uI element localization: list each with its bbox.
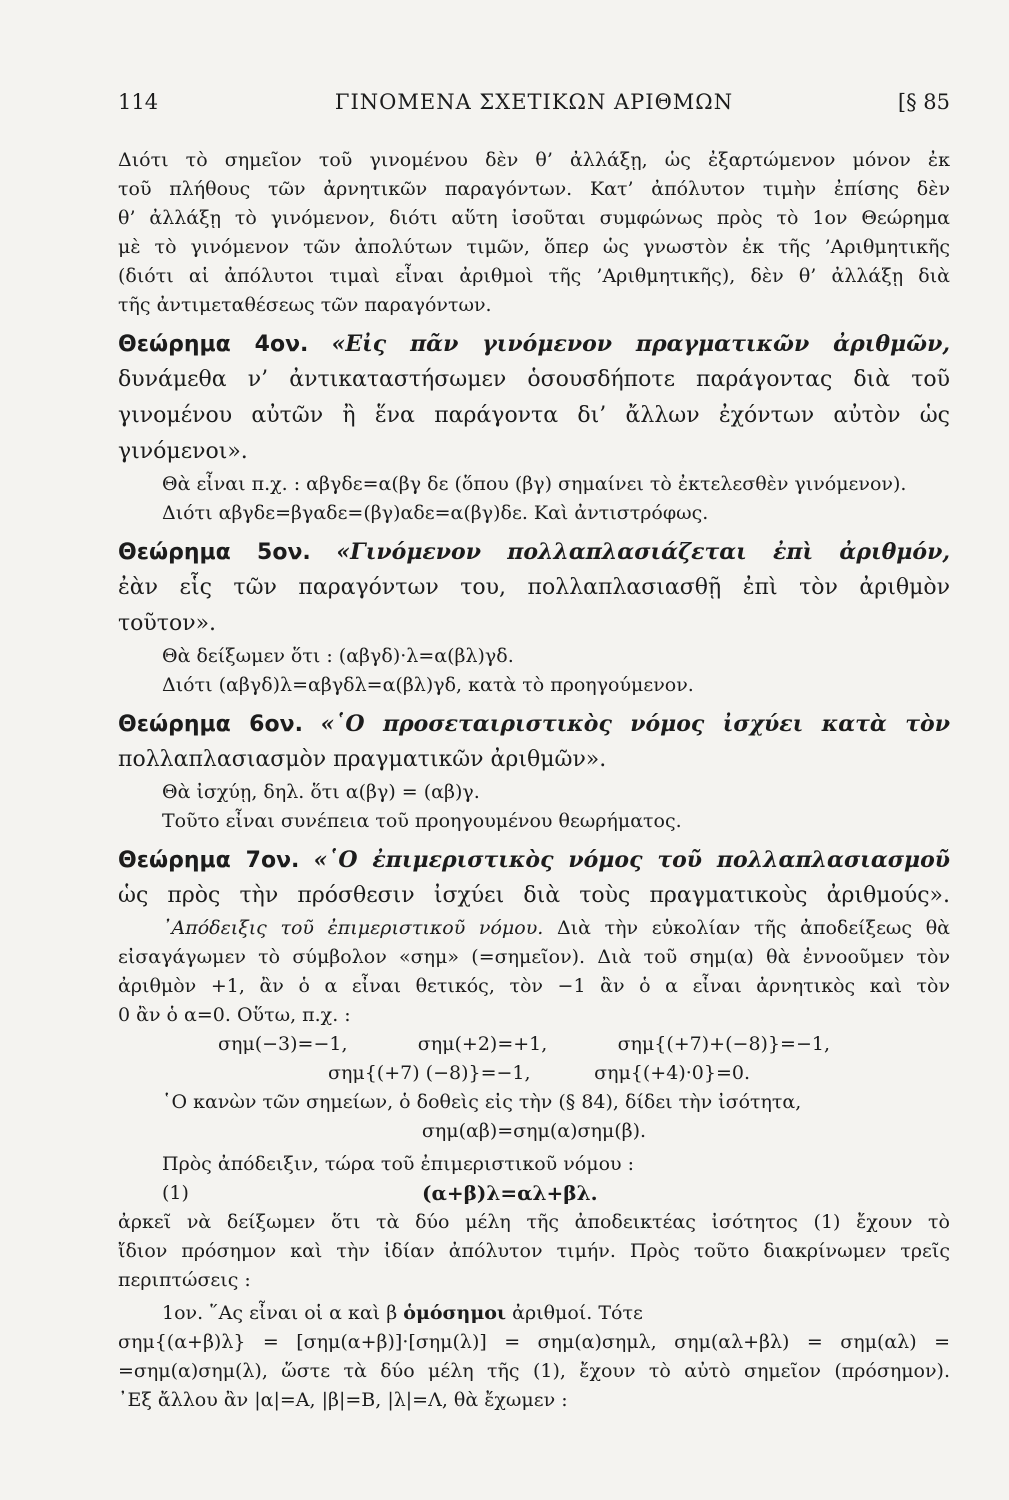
final-line: =σημ(α)σημ(λ), ὥστε τὰ δύο μέλη τῆς (1), ἔχουν τὸ αὐτὸ σημεῖον (πρόσημον). <box>118 1360 950 1382</box>
sign-rule-line: ῾Ο κανὼν τῶν σημείων, ὁ δοθεὶς εἰς τὴν (§ 84), δίδει τὴν ἰσότητα, <box>162 1091 802 1113</box>
theorem-6-proof: Θὰ ἰσχύῃ, δηλ. ὅτι α(βγ) = (αβ)γ. <box>162 781 480 803</box>
theorem-6-proof: Τοῦτο εἶναι συνέπεια τοῦ προηγουμένου θεωρήματος. <box>162 810 682 832</box>
theorem-7-statement: «῾Ο ἐπιμεριστικὸς νόμος τοῦ πολλαπλασιασμοῦ <box>313 847 951 873</box>
proof-7-after-line: ἴδιον πρόσημον καὶ τὴν ἰδίαν ἀπόλυτον τιμήν. Πρὸς τοῦτο διακρίνωμεν τρεῖς <box>118 1240 950 1262</box>
equation: σημ(−3)=−1, <box>218 1033 348 1055</box>
theorem-6-line: πολλαπλασιασμὸν πραγματικῶν ἀριθμῶν». <box>118 747 607 772</box>
page-header <box>118 90 950 130</box>
equation-row-1 <box>118 1030 950 1059</box>
theorem-5-proof: Θὰ δείξωμεν ὅτι : (αβγδ)·λ=α(βλ)γδ. <box>162 645 514 667</box>
intro-line: τῆς ἀντιμεταθέσεως τῶν παραγόντων. <box>118 294 492 316</box>
proof-7-first-line <box>118 914 950 943</box>
case-1-text-a: ῞Ας εἶναι οἱ α καὶ β <box>209 1302 398 1324</box>
theorem-4-label: Θεώρημα 4ον. <box>118 332 309 357</box>
proof-7-title: ᾿Απόδειξις τοῦ ἐπιμεριστικοῦ νόμου. <box>162 917 544 939</box>
case-1-label: 1ον. <box>162 1302 204 1324</box>
intro-line: θ’ ἀλλάξῃ τὸ γινόμενον, διότι αὕτη ἰσοῦται συμφώνως πρὸς τὸ 1ον Θεώρημα <box>118 207 950 229</box>
theorem-6-statement: «῾Ο προσεταιριστικὸς νόμος ἰσχύει κατὰ τὸν <box>320 711 950 737</box>
proof-7-line: ἀριθμὸν +1, ἂν ὁ α εἶναι θετικός, τὸν −1 ἂν ὁ α εἶναι ἀρνητικὸς καὶ τὸν <box>118 975 950 997</box>
equation: σημ{(+4)·0}=0. <box>594 1062 750 1084</box>
intro-line: μὲ τὸ γινόμενον τῶν ἀπολύτων τιμῶν, ὅπερ ὡς γνωστὸν ἐκ τῆς ’Αριθμητικῆς <box>118 236 950 258</box>
proof-7-after-line: ἀρκεῖ νὰ δείξωμεν ὅτι τὰ δύο μέλη τῆς ἀποδεικτέας ἰσότητος (1) ἔχουν τὸ <box>118 1211 950 1233</box>
theorem-5-statement: «Γινόμενον πολλαπλασιάζεται ἐπὶ ἀριθμόν, <box>336 539 950 565</box>
theorem-4-proof: Θὰ εἶναι π.χ. : αβγδε=α(βγ δε (ὅπου (βγ) σημαίνει τὸ ἐκτελεσθὲν γινόμενον). <box>162 473 907 495</box>
theorem-5-line: ἐὰν εἷς τῶν παραγόντων του, πολλαπλασιασθῇ ἐπὶ τὸν ἀριθμὸν <box>118 575 950 600</box>
case-1-bold: ὁμόσημοι <box>403 1302 507 1324</box>
intro-line: τοῦ πλήθους τῶν ἀρνητικῶν παραγόντων. Κατ’ ἀπόλυτον τιμὴν ἐπίσης δὲν <box>118 178 950 200</box>
proof-intro-line: Πρὸς ἀπόδειξιν, τώρα τοῦ ἐπιμεριστικοῦ νόμου : <box>162 1153 635 1175</box>
proof-7-line: εἰσαγάγωμεν τὸ σύμβολον «σημ» (=σημεῖον). Διὰ τοῦ σημ(α) θὰ ἐννοοῦμεν τὸν <box>118 946 950 968</box>
theorem-7-label: Θεώρημα 7ον. <box>118 848 300 873</box>
case-1-line <box>118 1299 950 1328</box>
equation: σημ{(+7)+(−8)}=−1, <box>617 1033 830 1055</box>
theorem-6-label: Θεώρημα 6ον. <box>118 712 303 737</box>
theorem-4-proof: Διότι αβγδε=βγαδε=(βγ)αδε=α(βγ)δε. Καὶ ἀντιστρόφως. <box>162 502 709 524</box>
theorem-4-line: γινομένου αὐτῶν ἢ ἕνα παράγοντα δι’ ἄλλων ἐχόντων αὐτὸν ὡς <box>118 403 950 428</box>
theorem-4-heading <box>118 326 950 362</box>
equation-1: (α+β)λ=αλ+βλ. <box>422 1181 598 1205</box>
proof-7-first-rest: Διὰ τὴν εὐκολίαν τῆς ἀποδείξεως θὰ <box>556 917 950 939</box>
theorem-5-heading <box>118 534 950 570</box>
theorem-4-line: γινόμενοι». <box>118 439 248 464</box>
equation-1-label: (1) <box>162 1182 189 1204</box>
theorem-5-proof: Διότι (αβγδ)λ=αβγδλ=α(βλ)γδ, κατὰ τὸ προηγούμενον. <box>162 674 694 696</box>
theorem-7-line: ὡς πρὸς τὴν πρόσθεσιν ἰσχύει διὰ τοὺς πραγματικοὺς ἀριθμούς». <box>118 883 950 908</box>
equation: σημ{(+7) (−8)}=−1, <box>328 1062 531 1084</box>
proof-7-after-line: περιπτώσεις : <box>118 1269 251 1291</box>
theorem-5-line: τοῦτον». <box>118 611 217 636</box>
theorem-4-statement: «Εἰς πᾶν γινόμενον πραγματικῶν ἀριθμῶν, <box>331 331 950 357</box>
page-body <box>118 146 950 1415</box>
final-line: σημ{(α+β)λ} = [σημ(α+β)]·[σημ(λ)] = σημ(α)σημλ, σημ(αλ+βλ) = σημ(αλ) = <box>118 1331 950 1353</box>
proof-7-line: 0 ἂν ὁ α=0. Οὕτω, π.χ. : <box>118 1004 351 1026</box>
intro-line: (διότι αἱ ἀπόλυτοι τιμαὶ εἶναι ἀριθμοὶ τῆς ’Αριθμητικῆς), δὲν θ’ ἀλλάξῃ διὰ <box>118 265 950 287</box>
sign-rule-equation: σημ(αβ)=σημ(α)σημ(β). <box>421 1120 647 1142</box>
intro-line: Διότι τὸ σημεῖον τοῦ γινομένου δὲν θ’ ἀλλάξῃ, ὡς ἐξαρτώμενον μόνον ἐκ <box>118 149 950 171</box>
theorem-5-label: Θεώρημα 5ον. <box>118 540 311 565</box>
running-title: ΓΙΝΟΜΕΝΑ ΣΧΕΤΙΚΩΝ ΑΡΙΘΜΩΝ <box>334 90 734 114</box>
equation-row-2 <box>118 1059 950 1088</box>
equation-1-line <box>118 1179 950 1208</box>
case-1-text-b: ἀριθμοί. Τότε <box>512 1302 643 1324</box>
final-line: ᾿Εξ ἄλλου ἂν |α|=Α, |β|=Β, |λ|=Λ, θὰ ἔχωμεν : <box>118 1389 568 1411</box>
equation: σημ(+2)=+1, <box>417 1033 548 1055</box>
theorem-4-line: δυνάμεθα ν’ ἀντικαταστήσωμεν ὁσουσδήποτε παράγοντας διὰ τοῦ <box>118 367 950 392</box>
theorem-7-heading <box>118 842 950 878</box>
section-marker: [§ 85 <box>897 90 950 114</box>
theorem-6-heading <box>118 706 950 742</box>
page-number: 114 <box>118 90 159 114</box>
